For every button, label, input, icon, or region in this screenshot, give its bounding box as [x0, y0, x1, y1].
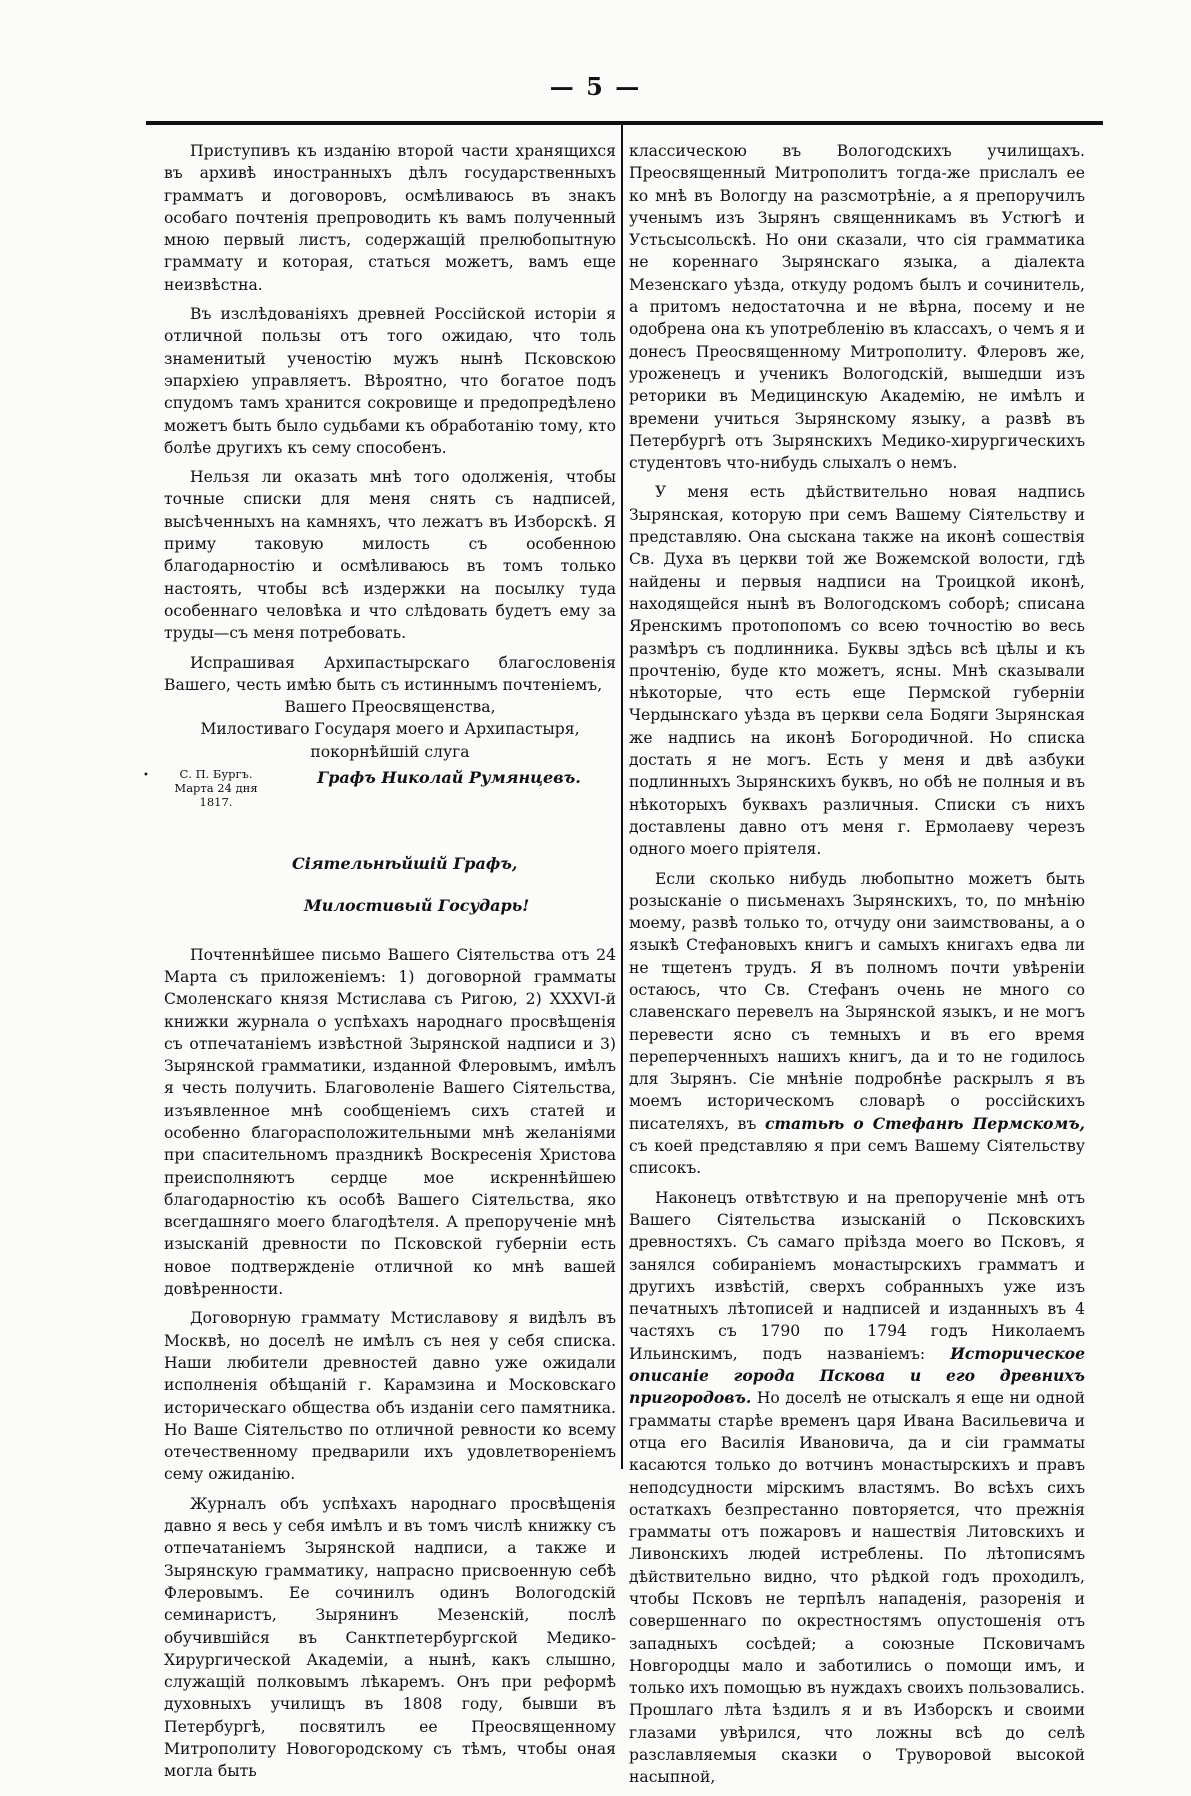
salutation-line-1: Сіятельнѣйшій Графъ,	[292, 854, 518, 874]
left-paragraph-1: Приступивъ къ изданію второй части хранящихся въ архивѣ иностранныхъ дѣлъ государственныхъ грамматъ и договоровъ, осмѣливаюсь въ знакъ особаго почтенія препроводить къ вамъ полученный мною первый листъ, содержащій прелюбопытную граммату и которая, статься можетъ, вамъ еще неизвѣстна.	[164, 142, 616, 294]
closing-line-3: Милостиваго Государя моего и Архипастыря,	[200, 720, 580, 739]
right-paragraph-4-text-a: Наконецъ отвѣтствую и на препорученіе мнѣ отъ Вашего Сіятельства изысканій о Псковскихъ древностяхъ. Съ самаго пріѣзда моего во Псковъ, я занялся собираніемъ монастырскихъ грамматъ и другихъ извѣстій, сверхъ собранныхъ уже изъ печатныхъ лѣтописей и надписей и изданныхъ въ 4 частяхъ съ 1790 по 1794 годъ Николаемъ Ильинскимъ, подъ названіемъ:	[629, 1188, 1085, 1363]
right-paragraph-4	[629, 1187, 1085, 1789]
left-paragraph-4: Почтеннѣйшее письмо Вашего Сіятельства отъ 24 Марта съ приложеніемъ: 1) договорной грамматы Смоленскаго князя Мстислава съ Ригою, 2) XXXVI-й книжки журнала о успѣхахъ народнаго просвѣщенія съ отпечатаніемъ извѣстной Зырянской надписи и 3) Зырянской грамматики, изданной Флеровымъ, имѣлъ я честь получить. Благоволеніе Вашего Сіятельства, изъявленное мнѣ сообщеніемъ сихъ статей и особенно благорасположительными мнѣ желаніями при спасительномъ праздникѣ Воскресенія Христова преисполняютъ сердце мое искреннѣйшею благодарностію къ особѣ Вашего Сіятельства, яко всегдашняго моего благодѣтеля. А препорученіе мнѣ изысканій древности по Псковской губерніи есть новое подтвержденіе отличной ко мнѣ вашей довѣренности.	[164, 945, 616, 1299]
right-paragraph-2: У меня есть дѣйствительно новая надпись Зырянская, которую при семъ Вашему Сіятельству и представляю. Она сыскана также на иконѣ сошествія Св. Духа въ церкви той же Вожемской волости, гдѣ найдены и первыя надписи на Троицкой иконѣ, находящейся нынѣ въ Вологодскомъ соборѣ; списана Яренскимъ протопопомъ со всею точностію во весь размѣръ съ подлинника. Буквы здѣсь всѣ цѣлы и къ прочтенію, буде кто можетъ, ясны. Мнѣ сказывали нѣкоторые, что есть еще Пермской губерніи Чердынскаго уѣзда въ церкви села Бодяги Зырянская же надпись на иконѣ Богородичной. Но списка достать я не могъ. Есть у меня и двѣ азбуки подлинныхъ Зырянскихъ буквъ, но обѣ не полныя и въ нѣкоторыхъ буквахъ различныя. Списки съ нихъ доставлены давно отъ меня г. Ермолаеву черезъ одного моего пріятеля.	[629, 483, 1085, 859]
header-rule	[146, 121, 1103, 125]
left-paragraph-5: Договорную граммату Мстиславову я видѣлъ въ Москвѣ, но доселѣ не имѣлъ съ нея у себя списка. Наши любители древностей давно уже ожидали исполненія обѣщаній г. Карамзина и Московскаго историческаго общества объ изданіи сего памятника. Но Ваше Сіятельство по отличной ревности ко всему отечественному предварили ихъ удовлетвореніемъ сему ожиданію.	[164, 1309, 616, 1484]
right-paragraph-3	[629, 868, 1085, 1180]
right-paragraph-3-italic: статьѣ о Стефанѣ Пермскомъ,	[764, 1113, 1085, 1133]
left-paragraph-6: Журналъ объ успѣхахъ народнаго просвѣщенія давно я весь у себя имѣлъ и въ томъ числѣ книжку съ отпечатаніемъ Зырянской надписи, а также и Зырянскую грамматику, напрасно присвоенную себѣ Флеровымъ. Ее сочинилъ одинъ Вологодскій семинаристъ, Зырянинъ Мезенскій, послѣ обучившійся въ Санктпетербургской Медико-Хирургической Академіи, а нынѣ, какъ слышно, служащій полковымъ лѣкаремъ. Онъ при реформѣ духовныхъ училищъ въ 1808 году, бывши въ Петербургѣ, посвятилъ ее Преосвященному Митрополиту Новогородскому съ тѣмъ, чтобы оная могла быть	[164, 1494, 616, 1781]
right-paragraph-3-text-a: Если сколько нибудь любопытно можетъ быть розысканіе о письменахъ Зырянскихъ, то, по мнѣнію моему, развѣ только то, отчуду они заимствованы, а о языкѣ Стефановыхъ книгъ и самыхъ книгахъ едва ли не тщетенъ трудъ. Я въ полномъ почти увѣреніи остаюсь, что Св. Стефанъ очень не много со славенскаго перевелъ на Зырянской языкъ, и не могъ перевести ясно съ темныхъ и въ его время переперченныхъ нашихъ книгъ, да и то не годилось для Зырянъ. Сіе мнѣніе подробнѣе раскрылъ я въ моемъ историческомъ словарѣ о россійскихъ писателяхъ, въ	[629, 869, 1085, 1133]
letter-closing	[164, 652, 616, 763]
right-column	[629, 140, 1085, 1796]
bullet-mark: •	[143, 770, 149, 782]
place-date	[143, 767, 271, 810]
closing-line-1: Испрашивая Архипастырскаго благословенія Вашего, честь имѣю быть съ истиннымъ почтеніемъ,	[164, 653, 616, 694]
right-paragraph-4-text-b: Но доселѣ не отыскалъ я еще ни одной грамматы старѣе временъ царя Ивана Васильевича и отца его Василія Ивановича, да и сіи грамматы касаются только до вотчинъ монастырскихъ и правъ неподсудности мірскимъ властямъ. Во всѣхъ сихъ остаткахъ безпрестанно повторяется, что прежнія грамматы отъ пожаровъ и нашествія Литовскихъ и Ливонскихъ людей истреблены. По лѣтописямъ дѣйствительно видно, что рѣдкой годъ проходилъ, чтобы Псковъ не терпѣлъ нападенія, разоренія и совершеннаго по окрестностямъ опустошенія отъ западныхъ сосѣдей; а союзные Псковичамъ Новгородцы мало и заботились о помощи имъ, и только ихъ помощью въ нуждахъ своихъ пользовались. Прошлаго лѣта ѣздилъ я и въ Изборскъ и своими глазами увѣрился, что ложны всѣ до селѣ разславляемыя сказки о Труворовой высокой насыпной,	[629, 1389, 1085, 1787]
salutation-line-2: Милостивый Государь!	[304, 896, 530, 916]
place-line-1: С. П. Бургъ.	[179, 767, 253, 782]
left-paragraph-2: Въ изслѣдованіяхъ древней Россійской исторіи я отличной пользы отъ того ожидаю, что толь знаменитый ученостію мужъ нынѣ Псковскою эпархіею управляетъ. Вѣроятно, что богатое подъ спудомъ тамъ хранится сокровище и предопредѣлено можетъ быть было судьбами къ обработанію тому, кто болѣе другихъ къ сему способенъ.	[164, 305, 616, 457]
closing-line-4: покорнѣйшій слуга	[310, 742, 470, 761]
right-paragraph-3-text-b: съ коей представляю я при семъ Вашему Сіятельству списокъ.	[629, 1137, 1085, 1178]
right-paragraph-4-italic: Историческое описаніе города Пскова и его древнихъ пригородовъ.	[629, 1343, 1085, 1408]
column-divider	[621, 124, 623, 1469]
left-column	[143, 140, 616, 1790]
left-paragraph-3: Нельзя ли оказать мнѣ того одолженія, чтобы точные списки для меня снять съ надписей, высѣченныхъ на камняхъ, что лежатъ въ Изборскѣ. Я приму таковую милость съ особенною благодарностію и осмѣливаюсь въ томъ только настоять, чтобы всѣ издержки на посылку туда особеннаго человѣка и что слѣдовать будетъ ему за труды—съ меня потребовать.	[164, 468, 616, 643]
signature-block	[143, 767, 616, 829]
signature-name: Графъ Николай Румянцевъ.	[317, 768, 581, 788]
page-number: — 5 —	[549, 72, 642, 101]
closing-line-2: Вашего Преосвященства,	[284, 698, 496, 717]
place-line-2: Марта 24 дня	[174, 781, 258, 796]
right-paragraph-1: классическою въ Вологодскихъ училищахъ. Преосвященный Митрополитъ тогда-же прислалъ ее ко мнѣ въ Вологду на разсмотрѣніе, а я препоручилъ ученымъ изъ Зырянъ священникамъ въ Устюгѣ и Устьсысольскѣ. Но они сказали, что сія грамматика не кореннаго Зырянскаго языка, а діалекта Мезенскаго уѣзда, откуду родомъ былъ и сочинитель, а притомъ недостаточна и не вѣрна, посему и не одобрена она къ употребленію въ классахъ, о чемъ я и донесъ Преосвященному Митрополиту. Флеровъ же, уроженецъ и ученикъ Вологодскій, вышедши изъ реторики въ Медицинскую Академію, не имѣлъ и времени учиться Зырянскому языку, а развѣ въ Петербургѣ отъ Зырянскихъ Медико-хирургическихъ студентовъ что-нибудь слыхалъ о немъ.	[629, 142, 1085, 473]
place-line-3: 1817.	[199, 795, 233, 810]
